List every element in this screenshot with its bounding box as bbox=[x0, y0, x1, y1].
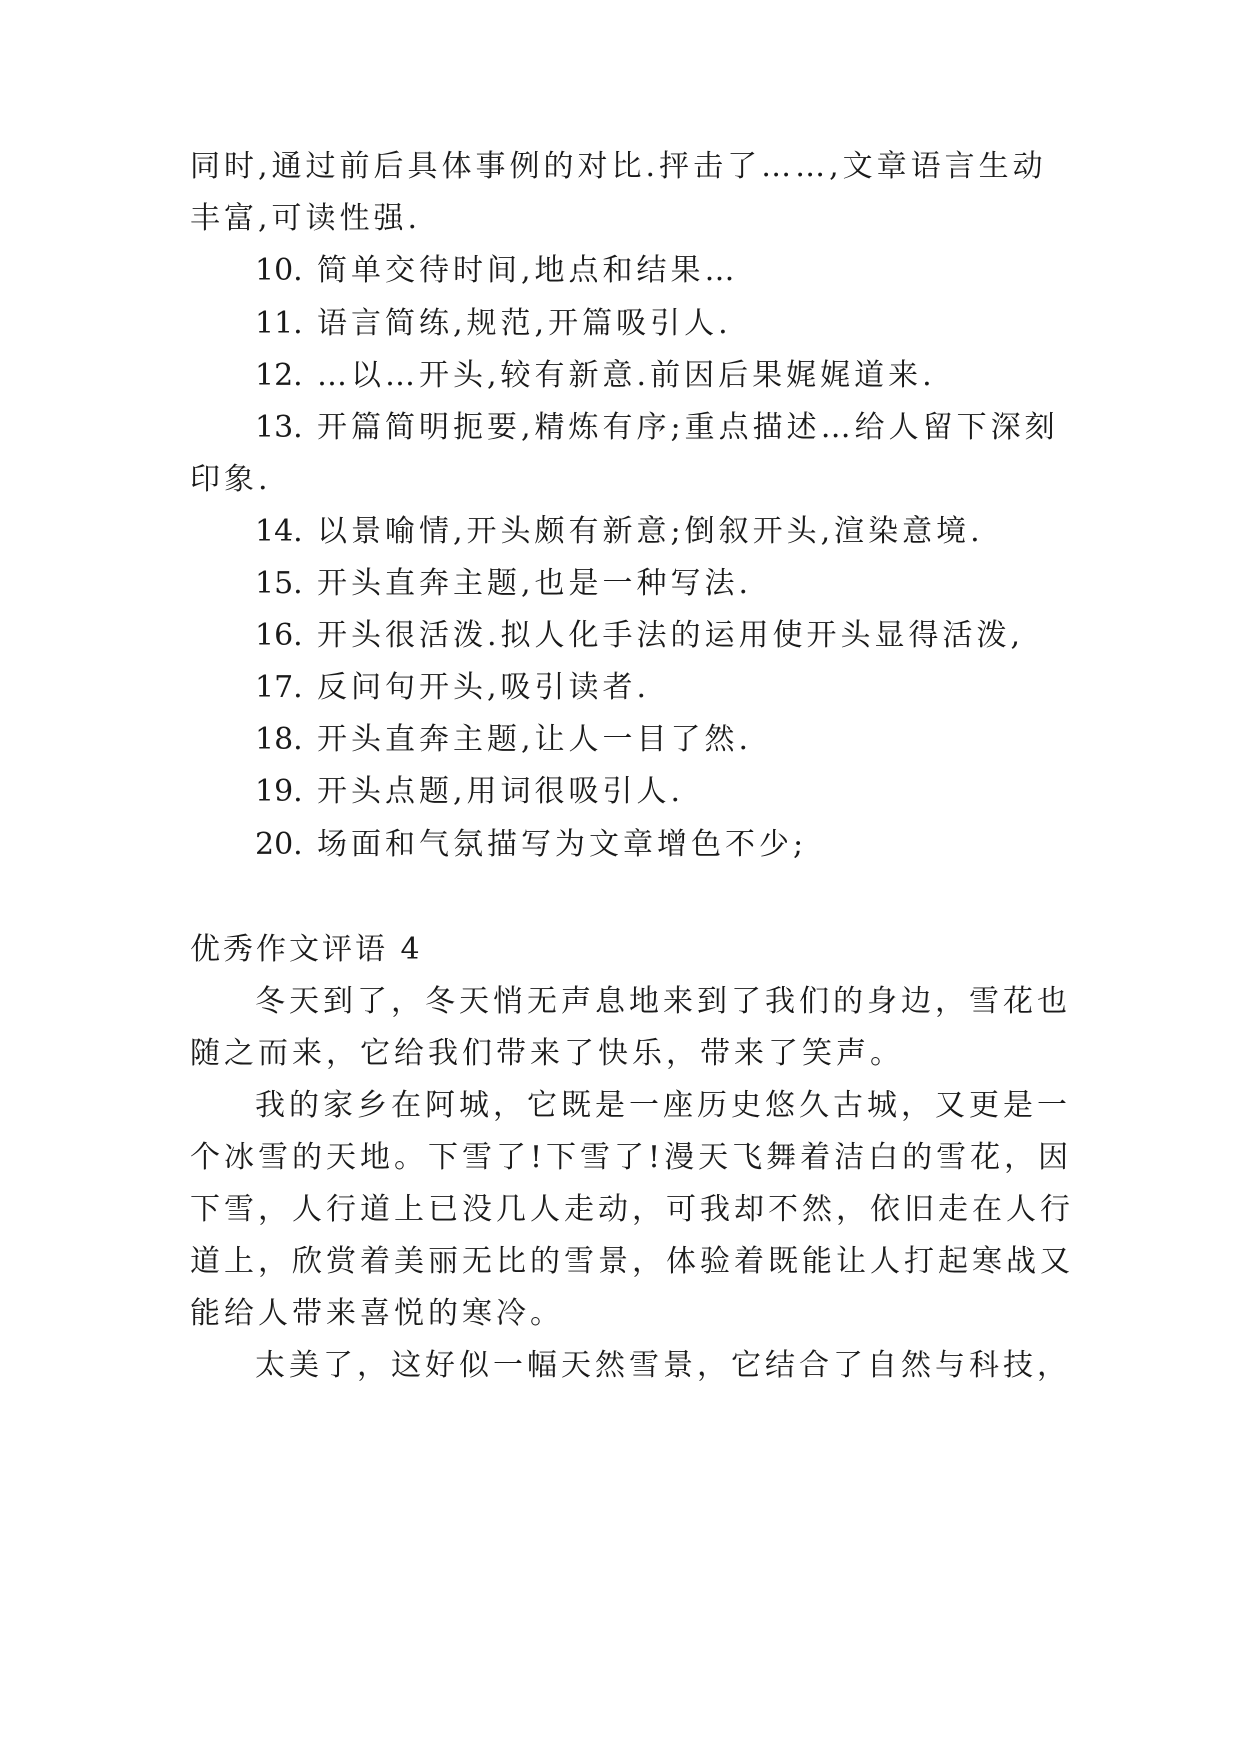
intro-line-2: 丰富,可读性强. bbox=[190, 201, 422, 236]
list-item bbox=[255, 304, 732, 344]
intro-line-1: 同时,通过前后具体事例的对比.抨击了……,文章语言生动 bbox=[190, 149, 1047, 184]
list-item-text: 开头点题,用词很吸引人. bbox=[317, 774, 685, 809]
list-item-text: 语言简练,规范,开篇吸引人. bbox=[317, 306, 732, 341]
essay-line: 道上，欣赏着美丽无比的雪景，体验着既能让人打起寒战又 bbox=[190, 1244, 1074, 1279]
list-item-text: 开篇简明扼要,精炼有序;重点描述…给人留下深刻 bbox=[317, 410, 1059, 445]
essay-line: 随之而来，它给我们带来了快乐，带来了笑声。 bbox=[190, 1036, 904, 1071]
list-item-number: 14. bbox=[255, 514, 303, 549]
list-item bbox=[255, 356, 936, 396]
essay-line: 能给人带来喜悦的寒冷。 bbox=[190, 1296, 564, 1331]
essay-line: 个冰雪的天地。下雪了!下雪了!漫天飞舞着洁白的雪花，因 bbox=[190, 1140, 1073, 1175]
list-item-text: 开头直奔主题,让人一目了然. bbox=[317, 722, 753, 757]
list-item bbox=[255, 512, 984, 552]
essay-line: 下雪，人行道上已没几人走动，可我却不然，依旧走在人行 bbox=[190, 1192, 1074, 1227]
list-item-continuation: 印象. bbox=[190, 462, 272, 497]
list-item bbox=[255, 564, 752, 604]
list-item bbox=[255, 408, 1059, 448]
list-item-number: 12. bbox=[255, 358, 303, 393]
list-item-text: 开头很活泼.拟人化手法的运用使开头显得活泼, bbox=[317, 618, 1025, 653]
list-item bbox=[255, 720, 752, 760]
list-item-number: 10. bbox=[255, 253, 303, 288]
list-item bbox=[255, 668, 650, 708]
list-item-text: 场面和气氛描写为文章增色不少; bbox=[317, 827, 808, 862]
list-item-number: 18. bbox=[255, 722, 303, 757]
list-item-number: 16. bbox=[255, 618, 303, 653]
list-item-text: 简单交待时间,地点和结果… bbox=[317, 253, 739, 288]
list-item-number: 17. bbox=[255, 670, 303, 705]
essay-line: 太美了，这好似一幅天然雪景，它结合了自然与科技， bbox=[255, 1348, 1071, 1383]
list-item-text: 以景喻情,开头颇有新意;倒叙开头,渲染意境. bbox=[317, 514, 984, 549]
list-item-text: 开头直奔主题,也是一种写法. bbox=[317, 566, 753, 601]
essay-line: 冬天到了，冬天悄无声息地来到了我们的身边，雪花也 bbox=[255, 984, 1071, 1019]
list-item-number: 19. bbox=[255, 774, 303, 809]
list-item-number: 13. bbox=[255, 410, 303, 445]
list-item bbox=[255, 772, 684, 812]
list-item-number: 15. bbox=[255, 566, 303, 601]
list-item-number: 11. bbox=[255, 306, 303, 341]
list-item bbox=[255, 251, 739, 291]
list-item bbox=[255, 825, 807, 865]
list-item-text: 反问句开头,吸引读者. bbox=[317, 670, 651, 705]
list-item-number: 20. bbox=[255, 827, 303, 862]
list-item bbox=[255, 616, 1024, 656]
section-title: 优秀作文评语 4 bbox=[190, 932, 423, 967]
list-item-text: …以…开头,较有新意.前因后果娓娓道来. bbox=[317, 358, 936, 393]
essay-line: 我的家乡在阿城，它既是一座历史悠久古城，又更是一 bbox=[255, 1088, 1071, 1123]
